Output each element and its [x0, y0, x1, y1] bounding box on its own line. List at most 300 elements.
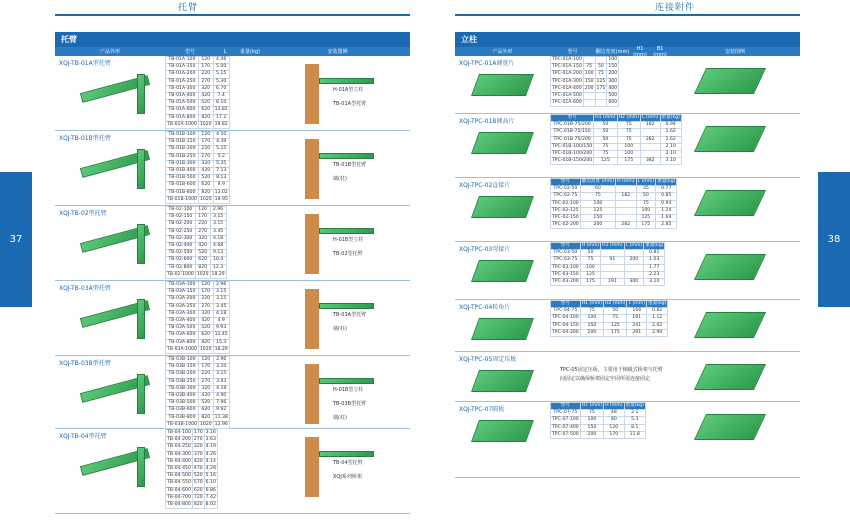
- connector-product: [455, 300, 800, 352]
- table-cell: 2.96: [213, 357, 229, 364]
- table-cell: 270: [193, 437, 203, 443]
- arm-name: XQJ-TB-04型托臂: [59, 433, 107, 440]
- table-cell: [583, 100, 595, 107]
- table-row: [166, 57, 230, 64]
- table-cell: 520: [198, 400, 213, 407]
- table-cell: 420: [193, 458, 203, 464]
- wall-illustration: [305, 364, 319, 424]
- connector-product: [455, 178, 800, 242]
- table-cell: 7.96: [213, 400, 229, 407]
- table-cell: TB-03B-250: [166, 378, 199, 385]
- table-row: [166, 71, 230, 78]
- table-cell: 175: [580, 279, 600, 286]
- table-row: [551, 308, 668, 315]
- table-cell: TB-03A-250: [166, 303, 199, 310]
- table-row: [551, 315, 668, 322]
- table-cell: 100: [580, 264, 600, 271]
- left-header: 托臂: [178, 3, 199, 13]
- table-cell: TB-02-300: [166, 235, 196, 242]
- connector-product: [455, 402, 800, 478]
- arm-illustration: [55, 356, 165, 428]
- table-cell: TB-03A-800: [166, 339, 199, 346]
- table-header: L (mm): [628, 301, 646, 306]
- table-cell: 18.95: [214, 196, 228, 202]
- table-cell: 12.96: [214, 421, 228, 427]
- table-header: H1 (mm): [581, 403, 603, 408]
- table-cell: TB-01B-600: [166, 182, 199, 189]
- arm-name: XQJ-TB-01A型托臂: [59, 60, 111, 67]
- table-cell: 620: [193, 487, 203, 493]
- table-row: [166, 451, 218, 458]
- connector-note: TPC-05固定压板，主要用于梯级式桥架与托臂: [560, 367, 663, 373]
- table-cell: 15.3: [213, 339, 229, 346]
- table-header: 型号: [551, 403, 581, 410]
- table-row: [166, 364, 230, 371]
- table-cell: TPC-01B-100/150: [552, 143, 593, 149]
- table-cell: TB-01A-200: [166, 71, 199, 78]
- table-cell: 150: [608, 64, 618, 70]
- table-row: [551, 279, 665, 286]
- arm-bracket: [137, 447, 145, 487]
- table-cell: TB-03B-800: [166, 414, 199, 421]
- table-cell: TB-03B-500: [166, 400, 199, 407]
- table-cell: TB-01B-800: [166, 189, 199, 196]
- table-cell: 820: [198, 114, 213, 121]
- table-cell: 1.62: [660, 136, 681, 143]
- table-row: [166, 332, 230, 339]
- right-header: 连接附件: [655, 3, 696, 13]
- wall-illustration: [305, 214, 319, 274]
- table-row: [166, 207, 227, 214]
- install-label: TB-03A型托臂: [333, 312, 367, 318]
- table-cell: TB-02-400: [166, 243, 196, 250]
- table-cell: 420: [198, 168, 213, 175]
- table-row: [551, 222, 677, 229]
- install-shape: [694, 414, 766, 440]
- table-cell: 18.29: [211, 271, 225, 277]
- arm-bracket: [137, 224, 145, 264]
- table-cell: 3.45: [213, 303, 229, 310]
- table-cell: TB-03A-150: [166, 289, 199, 296]
- install-shape: [694, 68, 766, 94]
- table-cell: [595, 93, 607, 100]
- table-cell: 75: [636, 200, 656, 207]
- table-cell: 820: [198, 189, 213, 196]
- table-cell: 520: [198, 175, 213, 182]
- table-cell: 8.10: [213, 100, 229, 107]
- install-shape: [694, 190, 766, 216]
- table-cell: 620: [198, 407, 213, 414]
- arm-install-diagram: [265, 429, 410, 513]
- connector-product: [455, 352, 800, 402]
- table-cell: 300: [624, 279, 644, 286]
- table-cell: 0.94: [656, 200, 677, 207]
- connector-install-diagram: [670, 242, 800, 299]
- table-header-row: [551, 403, 646, 410]
- table-header: 重量(kg): [661, 115, 680, 120]
- arm-name: XQJ-TB-03B型托臂: [59, 360, 111, 367]
- table-cell: TB-01B-150: [166, 139, 199, 146]
- table-cell: 620: [198, 332, 213, 339]
- table-cell: 150: [580, 215, 615, 222]
- table-cell: 75: [617, 136, 640, 143]
- table-row: [551, 424, 646, 431]
- connector-table: [550, 300, 668, 337]
- arm-table-wrap: [165, 56, 265, 130]
- table-row: [166, 437, 218, 444]
- table-cell: 1.64: [656, 215, 677, 222]
- table-row: [166, 414, 230, 421]
- table-cell: 4.10: [213, 132, 229, 139]
- table-row: [551, 200, 677, 207]
- table-cell: 570: [193, 480, 203, 486]
- table-row: [551, 78, 619, 85]
- table-cell: 50: [594, 122, 617, 129]
- table-row: [166, 189, 230, 196]
- table-cell: 8.13: [213, 175, 229, 182]
- left-section-title: 托臂: [55, 32, 410, 47]
- table-cell: 19.82: [214, 121, 228, 127]
- table-cell: TPC-01B-150/200: [552, 158, 593, 164]
- table-cell: 8.1: [624, 424, 645, 431]
- connector-install-diagram: [670, 114, 800, 177]
- table-cell: 200: [580, 431, 603, 438]
- table-cell: TB-02-1000: [167, 271, 194, 277]
- table-cell: TB-03B-400: [166, 393, 199, 400]
- table-cell: 120: [198, 132, 213, 139]
- table-row: [166, 473, 218, 480]
- table-cell: [624, 250, 644, 257]
- table-header: H2 (mm): [605, 301, 626, 306]
- right-column-header: [455, 47, 800, 56]
- connector-shape: [471, 420, 534, 442]
- table-row: [166, 407, 230, 414]
- table-cell: 50: [595, 64, 607, 71]
- table-cell: 125: [596, 78, 606, 84]
- arm-table-wrap: [165, 429, 265, 513]
- table-cell: TB-04-200: [167, 437, 191, 443]
- table-cell: 320: [198, 85, 213, 92]
- table-cell: TB-01A-800: [166, 114, 199, 121]
- table-cell: 100: [608, 57, 618, 62]
- arm-table-wrap: [165, 131, 265, 205]
- table-cell: TB-04-300: [167, 451, 191, 457]
- connector-name: XQJ-TPC-02直接片: [459, 182, 511, 189]
- table-row: [166, 385, 230, 392]
- col-shape: 产品外形: [99, 49, 120, 55]
- arm-table: [165, 429, 218, 509]
- table-row: [166, 107, 230, 114]
- table-row: [551, 271, 665, 278]
- table-cell: TB-01B-1000: [167, 196, 197, 202]
- table-cell: 2.23: [644, 271, 665, 278]
- table-header: 型号: [551, 243, 581, 250]
- table-cell: 100: [617, 151, 640, 158]
- table-cell: 420: [198, 318, 213, 325]
- table-row: [166, 235, 227, 242]
- table-cell: TPC-02-50: [551, 186, 581, 193]
- arm-illustration: [55, 131, 165, 205]
- table-row: [166, 168, 230, 175]
- table-header: 型号: [551, 115, 594, 122]
- table-cell: 1020: [199, 121, 212, 127]
- col-install: 安装图例: [724, 49, 745, 55]
- table-cell: TB-04-250: [167, 444, 191, 450]
- table-cell: 125: [580, 271, 600, 278]
- table-cell: 382: [640, 158, 660, 165]
- table-cell: TPC-07-75: [551, 410, 581, 417]
- table-cell: 3.10: [644, 279, 665, 286]
- wall-illustration: [305, 64, 319, 124]
- table-cell: 75: [594, 151, 617, 158]
- table-cell: 1020: [196, 271, 209, 277]
- install-label: XQJ系列桥架: [333, 474, 362, 480]
- table-cell: 5.15: [213, 146, 229, 153]
- table-row: [166, 221, 227, 228]
- arm-table: [165, 206, 227, 279]
- table-cell: 125: [580, 207, 615, 214]
- table-cell: 3.10: [213, 364, 229, 371]
- install-label: 墙(柱): [333, 415, 347, 421]
- table-header: 重量(kg): [625, 403, 644, 408]
- table-row: [166, 146, 230, 153]
- table-cell: [640, 151, 660, 158]
- table-cell: TB-03A-200: [166, 296, 199, 303]
- table-row: [166, 243, 227, 250]
- table-cell: 3.15: [213, 289, 229, 296]
- table-cell: 10.4: [210, 257, 226, 264]
- table-cell: TPC-01B-75/200: [551, 136, 594, 143]
- table-cell: 4.18: [210, 235, 226, 242]
- table-cell: TB-01B-200: [166, 146, 199, 153]
- table-cell: 191: [627, 315, 647, 322]
- table-cell: 2.96: [210, 207, 226, 214]
- table-cell: TB-04-100: [167, 430, 191, 435]
- table-cell: 620: [198, 182, 213, 189]
- bracket-illustration: [319, 78, 374, 84]
- table-cell: TPC-02-100: [552, 200, 579, 206]
- table-cell: 11.8: [624, 431, 645, 438]
- arm-product: [55, 56, 410, 131]
- table-cell: TPC-01B-100/200: [552, 151, 593, 157]
- table-cell: TB-03B-600: [166, 407, 199, 414]
- arm-product: [55, 131, 410, 206]
- table-cell: 9.9: [213, 182, 229, 189]
- table-header: H (mm): [617, 179, 635, 184]
- table-cell: TB-01A-300: [166, 85, 199, 92]
- table-row: [166, 289, 230, 296]
- table-cell: TB-04-700: [167, 494, 191, 500]
- connector-data: [550, 300, 670, 351]
- table-cell: 1.77: [644, 264, 665, 271]
- table-row: [166, 85, 230, 92]
- table-cell: 3.16: [205, 430, 216, 435]
- table-cell: TB-03B-1000: [167, 421, 197, 427]
- col-b1: B1 (mm): [653, 45, 667, 58]
- wall-illustration: [305, 139, 319, 199]
- table-row: [166, 93, 230, 100]
- wall-illustration: [305, 437, 319, 497]
- table-cell: [624, 271, 644, 278]
- table-row: [166, 325, 230, 332]
- table-cell: [601, 250, 624, 257]
- bracket-illustration: [319, 303, 374, 309]
- table-cell: TPC-07-400: [552, 424, 579, 430]
- table-header: H1 (mm): [595, 115, 616, 120]
- arm-table: [165, 281, 230, 354]
- table-cell: [583, 93, 595, 100]
- table-cell: 150: [584, 78, 594, 84]
- arm-illustration: [55, 56, 165, 130]
- table-cell: 600: [608, 100, 618, 106]
- connector-name: XQJ-TPC-03弯接片: [459, 246, 511, 253]
- table-header: 型号: [551, 179, 581, 186]
- table-cell: TPC-03-150: [552, 271, 579, 277]
- table-cell: TPC-01B-75/150: [551, 129, 594, 136]
- table-cell: TB-01B-300: [166, 160, 199, 167]
- right-page: [455, 32, 800, 517]
- table-cell: 4.90: [213, 393, 229, 400]
- table-row: [551, 136, 682, 143]
- table-cell: 620: [198, 107, 213, 114]
- table-cell: 120: [198, 357, 213, 364]
- install-label: TB-02型托臂: [333, 251, 363, 257]
- table-cell: 170: [198, 64, 213, 71]
- table-cell: 220: [195, 221, 210, 228]
- table-cell: 100: [584, 71, 594, 77]
- table-cell: 60: [580, 186, 615, 193]
- table-cell: 120: [198, 282, 213, 289]
- table-cell: TPC-04-100: [552, 315, 579, 321]
- table-cell: 200: [580, 329, 603, 336]
- connector-data: [550, 402, 670, 477]
- connector-note: 间固定以确保桥架固定牢固所需连接固定: [560, 376, 651, 382]
- install-label: H-01A型立柱: [333, 87, 364, 93]
- table-cell: 720: [193, 494, 203, 500]
- table-cell: 7.42: [205, 494, 216, 500]
- table-cell: 5.2: [213, 153, 229, 160]
- table-cell: 75: [580, 193, 615, 200]
- right-header-line: [455, 14, 800, 16]
- install-shape: [694, 364, 766, 390]
- table-row: [166, 480, 218, 487]
- table-cell: TB-01B-100: [166, 132, 199, 139]
- table-cell: 470: [193, 466, 203, 472]
- table-row: [551, 71, 619, 78]
- connector-name: XQJ-TPC-01B调高片: [459, 118, 515, 125]
- table-cell: 170: [198, 139, 213, 146]
- bracket-illustration: [319, 228, 374, 234]
- connector-install-diagram: [670, 56, 800, 113]
- table-header: 重量(kg): [648, 301, 667, 306]
- arm-install-diagram: [265, 131, 410, 205]
- table-cell: 13.82: [214, 107, 228, 113]
- table-row: [551, 64, 619, 71]
- table-header: H1 (mm): [602, 243, 623, 248]
- table-row: [166, 271, 227, 278]
- connector-product: [455, 56, 800, 114]
- table-cell: TB-01A-100: [166, 57, 199, 64]
- table-row: [166, 153, 230, 160]
- table-row: [166, 175, 230, 182]
- table-row: [166, 393, 230, 400]
- table-cell: 1.12: [647, 315, 668, 322]
- col-model: 型号: [567, 49, 578, 55]
- table-row: [551, 85, 619, 92]
- table-cell: 182: [640, 122, 660, 129]
- col-shape: 产品外形: [492, 49, 513, 55]
- table-cell: TB-03B-200: [166, 371, 199, 378]
- connector-table: [550, 56, 619, 107]
- table-cell: [595, 100, 607, 107]
- table-cell: TPC-03-200: [552, 279, 579, 285]
- table-row: [551, 207, 677, 214]
- table-cell: TB-04-600: [167, 487, 191, 493]
- table-row: [166, 502, 218, 509]
- connector-shape: [471, 132, 534, 154]
- col-l: L: [223, 48, 227, 55]
- table-cell: 175: [604, 329, 627, 336]
- table-cell: 50: [604, 308, 627, 315]
- table-cell: 500: [608, 93, 618, 99]
- table-cell: 3.15: [213, 296, 229, 303]
- table-cell: TB-02-200: [166, 221, 196, 228]
- table-cell: TPC-04-75: [551, 308, 581, 315]
- col-weight: 重量(kg): [240, 49, 260, 55]
- arm-name: XQJ-TB-01B型托臂: [59, 135, 111, 142]
- table-header: L (mm): [625, 243, 643, 248]
- table-cell: 0.81: [644, 250, 665, 257]
- left-page-number: 37: [0, 172, 32, 307]
- connector-table: [550, 242, 665, 286]
- bracket-illustration: [319, 378, 374, 384]
- table-cell: 170: [193, 430, 203, 435]
- table-cell: TPC-01A-600: [552, 100, 582, 106]
- table-cell: 4.39: [213, 139, 229, 146]
- table-cell: TB-03B-150: [166, 364, 199, 371]
- table-header: L (mm): [641, 115, 659, 120]
- table-cell: [624, 264, 644, 271]
- table-cell: 80: [604, 417, 624, 424]
- col-flange: 翻边宽度(mm): [595, 49, 630, 55]
- table-cell: 0.82: [647, 308, 668, 315]
- connector-shape: [471, 196, 534, 218]
- table-cell: 5.35: [213, 160, 229, 167]
- table-cell: 200: [584, 85, 594, 91]
- connector-illustration: [455, 242, 550, 299]
- table-cell: TB-02-150: [166, 214, 196, 221]
- table-cell: 120: [195, 207, 210, 214]
- table-cell: 820: [198, 414, 213, 421]
- arm-product: [55, 281, 410, 356]
- table-cell: [616, 186, 636, 193]
- connector-product: [455, 242, 800, 300]
- table-cell: 100: [580, 417, 603, 424]
- table-cell: 220: [198, 371, 213, 378]
- arm-table-wrap: [165, 356, 265, 428]
- table-cell: TB-04-400: [167, 458, 191, 464]
- table-row: [166, 64, 230, 71]
- table-cell: 520: [198, 100, 213, 107]
- table-cell: 0.77: [656, 186, 677, 193]
- table-cell: 1.03: [644, 257, 665, 264]
- table-cell: TB-01A-600: [166, 107, 199, 114]
- table-cell: 12.45: [214, 332, 228, 338]
- connector-name: XQJ-TPC-04转角片: [459, 304, 511, 311]
- table-cell: 400: [608, 85, 618, 91]
- table-row: [166, 139, 230, 146]
- table-row: [166, 114, 230, 121]
